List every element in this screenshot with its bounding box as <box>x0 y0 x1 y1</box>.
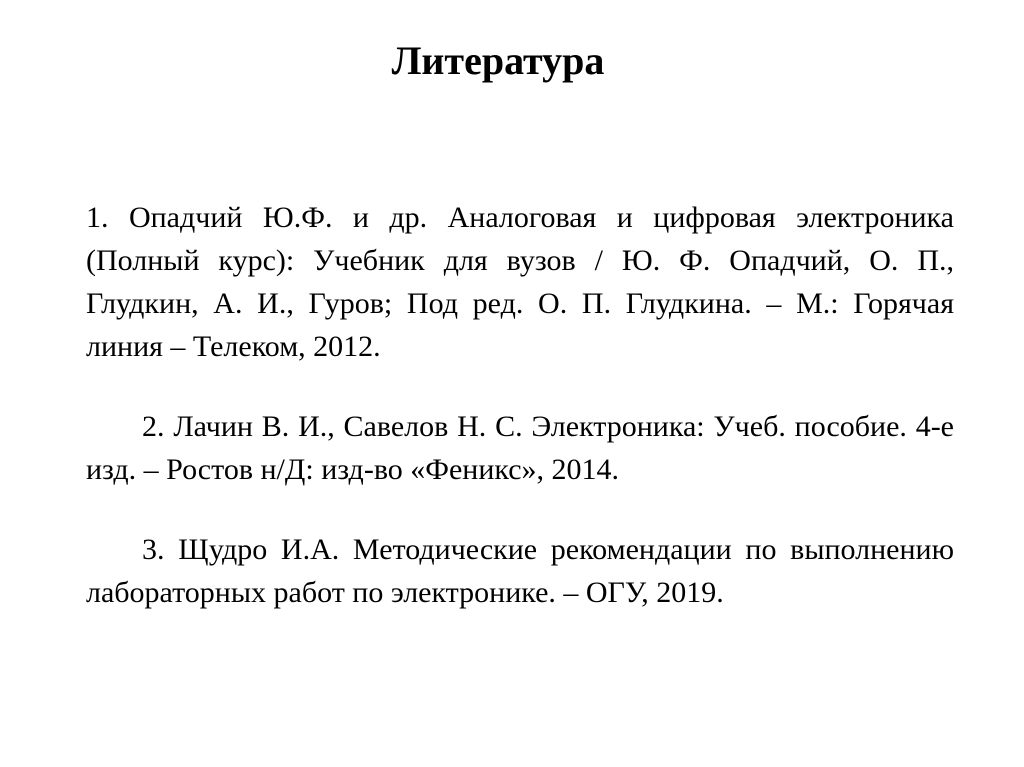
reference-item-2 <box>86 405 954 491</box>
reference-item-1 <box>86 196 954 368</box>
reference-item-3 <box>86 528 954 614</box>
reference-number: 1. <box>86 201 109 234</box>
reference-text: Лачин В. И., Савелов Н. С. Электроника: Учеб. пособие. 4-е изд. – Ростов н/Д: изд-во «Феникс», 2014. <box>86 410 954 486</box>
page-title: Литература <box>391 38 605 83</box>
reference-list <box>86 196 954 614</box>
reference-text: Опадчий Ю.Ф. и др. Аналоговая и цифровая электроника (Полный курс): Учебник для вузов / Ю. Ф. Опадчий, О. П., Глудкин, А. И., Гуров; Под ред. О. П. Глудкина. – М.: Горячая линия – Телеком, 2012. <box>86 201 954 363</box>
reference-number: 2. <box>142 410 165 443</box>
reference-number: 3. <box>142 533 165 566</box>
reference-text: Щудро И.А. Методические рекомендации по выполнению лабораторных работ по электронике. – ОГУ, 2019. <box>86 533 954 609</box>
